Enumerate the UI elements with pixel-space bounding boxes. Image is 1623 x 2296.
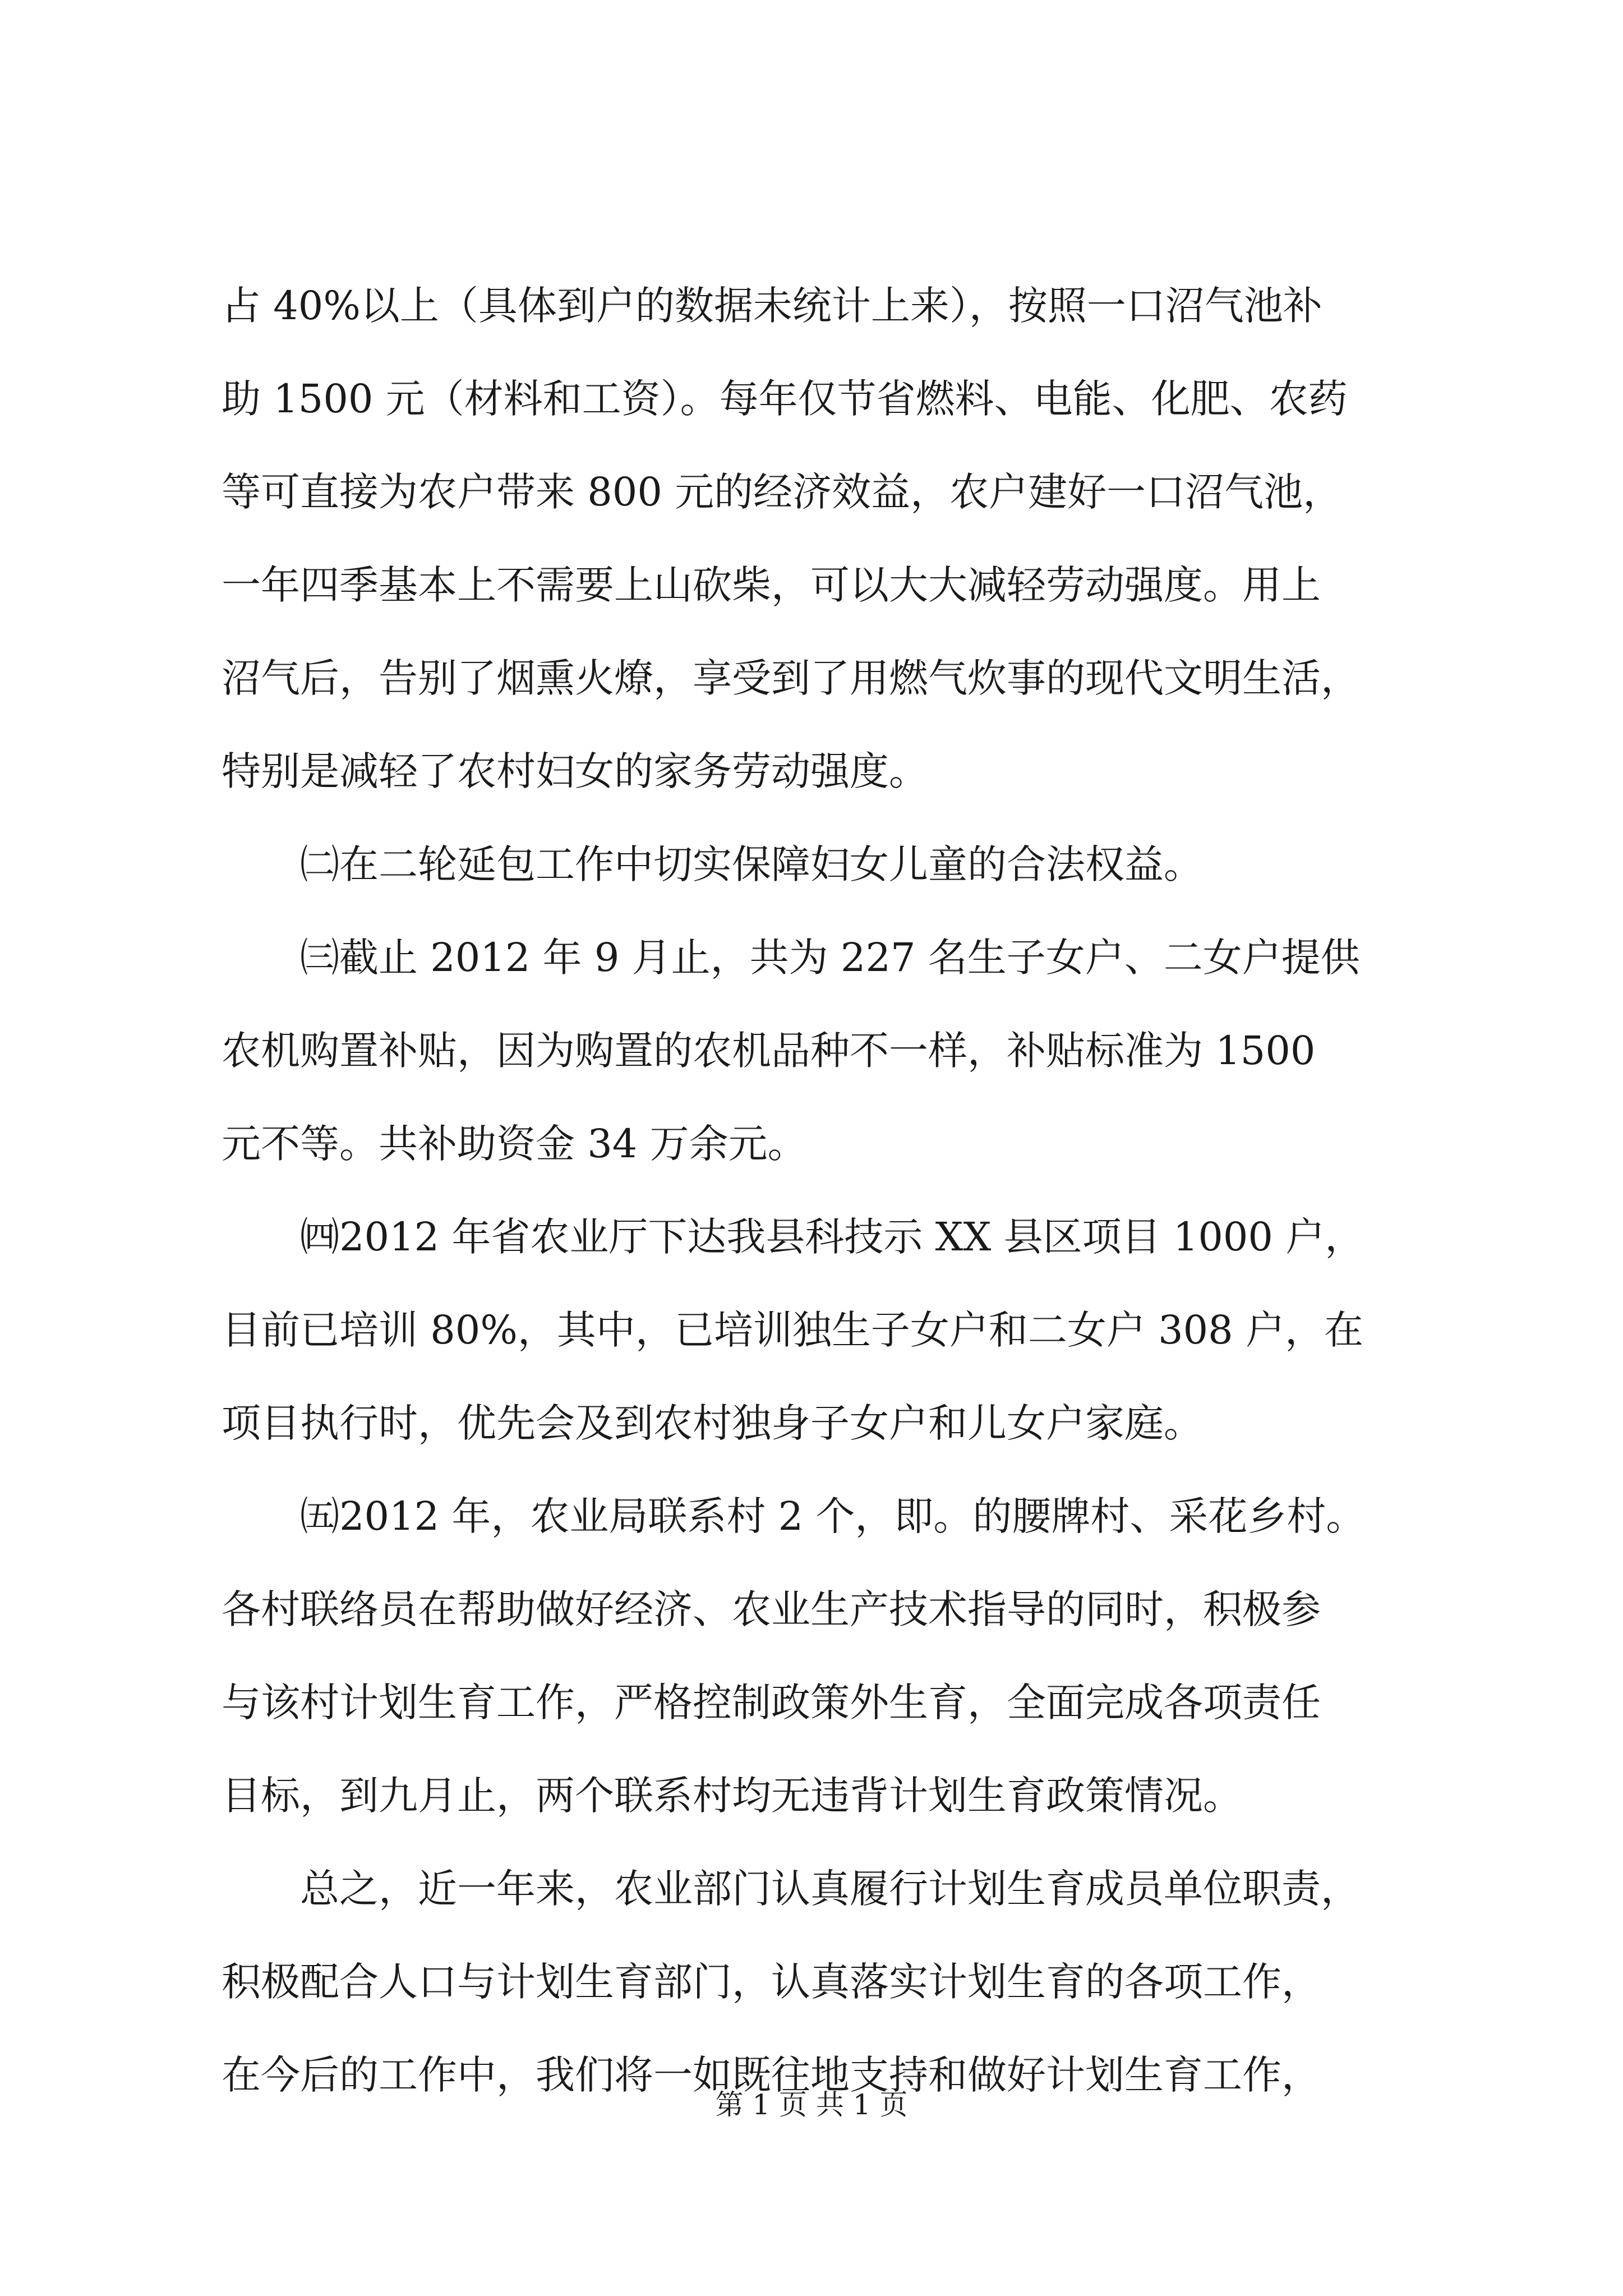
text-line: 总之，近一年来，农业部门认真履行计划生育成员单位职责， (300, 1866, 1360, 1912)
text-line: ㈣2012 年省农业厅下达我县科技示 XX 县区项目 1000 户， (300, 1214, 1364, 1260)
text-line: 目前已培训 80%，其中，已培训独生子女户和二女户 308 户，在 (222, 1307, 1363, 1353)
text-line: 农机购置补贴，因为购置的农机品种不一样，补贴标准为 1500 (222, 1028, 1316, 1074)
text-line: 一年四季基本上不需要上山砍柴，可以大大减轻劳动强度。用上 (222, 562, 1321, 608)
text-line: 元不等。共补助资金 34 万余元。 (222, 1121, 807, 1167)
text-line: 等可直接为农户带来 800 元的经济效益，农户建好一口沼气池， (222, 469, 1343, 515)
page-number-footer: 第 1 页 共 1 页 (715, 2088, 908, 2121)
text-line: 积极配合人口与计划生育部门，认真落实计划生育的各项工作， (222, 1959, 1321, 2005)
text-line: 目标，到九月止，两个联系村均无违背计划生育政策情况。 (222, 1773, 1242, 1819)
text-line: 在今后的工作中，我们将一如既往地支持和做好计划生育工作， (222, 2052, 1321, 2098)
text-line: ㈤2012 年，农业局联系村 2 个，即。的腰牌村、采花乡村。 (300, 1493, 1366, 1539)
text-line: 沼气后，告别了烟熏火燎，享受到了用燃气炊事的现代文明生活， (222, 655, 1360, 701)
document-body (222, 259, 1410, 2122)
text-line: ㈡在二轮延包工作中切实保障妇女儿童的合法权益。 (300, 841, 1203, 887)
text-line: 与该村计划生育工作，严格控制政策外生育，全面完成各项责任 (222, 1680, 1321, 1726)
text-line: 助 1500 元（材料和工资）。每年仅节省燃料、电能、化肥、农药 (222, 376, 1348, 422)
text-line: 占 40%以上（具体到户的数据未统计上来），按照一口沼气池补 (222, 283, 1322, 329)
text-line: 各村联络员在帮助做好经济、农业生产技术指导的同时，积极参 (222, 1586, 1321, 1632)
text-line: ㈢截止 2012 年 9 月止，共为 227 名生子女户、二女户提供 (300, 935, 1360, 981)
text-line: 特别是减轻了农村妇女的家务劳动强度。 (222, 748, 928, 794)
text-line: 项目执行时，优先会及到农村独身子女户和儿女户家庭。 (222, 1400, 1203, 1446)
